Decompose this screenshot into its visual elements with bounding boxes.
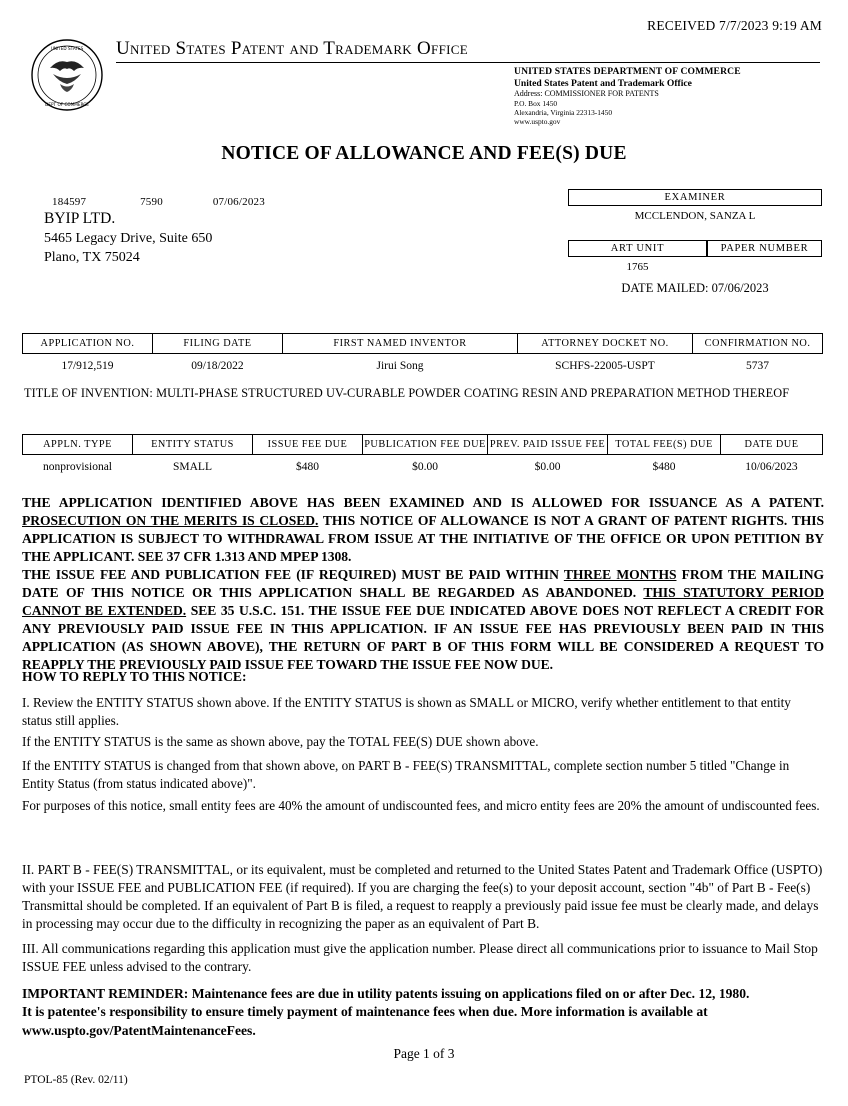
section-heading-how-to-reply: HOW TO REPLY TO THIS NOTICE:	[22, 669, 247, 684]
customer-number: 184597	[52, 196, 87, 208]
correspondent-address-line2: Plano, TX 75024	[44, 250, 140, 265]
paragraph-changed-status: If the ENTITY STATUS is changed from that shown above, on PART B - FEE(S) TRANSMITTAL, complete section number 5 titled "Change in Entity Status (from status indicated above)".	[22, 758, 790, 791]
art-unit-value: 1765	[626, 261, 649, 273]
col-prev-paid-issue-fee: PREV. PAID ISSUE FEE	[488, 435, 608, 455]
paragraph-entity-status-review: I. Review the ENTITY STATUS shown above. If the ENTITY STATUS is shown as SMALL or MICRO, verify whether entitlement to that entity status still applies.	[22, 695, 791, 728]
val-publication-fee-due: $0.00	[412, 461, 438, 473]
title-of-invention: TITLE OF INVENTION: MULTI-PHASE STRUCTURED UV-CURABLE POWDER COATING RESIN AND PREPARATION METHOD THEREOF	[24, 386, 790, 400]
paper-number-header-box: PAPER NUMBER	[707, 240, 822, 257]
table-header-row	[23, 334, 823, 354]
svg-text:UNITED STATES: UNITED STATES	[50, 46, 84, 51]
col-entity-status: ENTITY STATUS	[133, 435, 253, 455]
col-issue-fee-due: ISSUE FEE DUE	[253, 435, 363, 455]
paragraph-fee-percentages: For purposes of this notice, small entity fees are 40% the amount of undiscounted fees, and micro entity fees are 20% the amount of undiscounted fees.	[22, 798, 820, 813]
val-application-no: 17/912,519	[61, 360, 114, 372]
p2-part-a: THE ISSUE FEE AND PUBLICATION FEE (IF REQUIRED) MUST BE PAID WITHIN	[22, 567, 564, 582]
application-info-table	[22, 333, 823, 378]
p2-part-b: THREE MONTHS	[563, 567, 677, 582]
svg-text:DEPT OF COMMERCE: DEPT OF COMMERCE	[45, 102, 89, 107]
col-publication-fee-due: PUBLICATION FEE DUE	[363, 435, 488, 455]
address-code: 7590	[140, 196, 163, 208]
p1-part-c: THIS NOTICE OF ALLOWANCE IS NOT A GRANT OF PATENT RIGHTS. THIS APPLICATION IS SUBJECT TO WITHDRAWAL FROM ISSUE AT THE INITIATIVE OF THE OFFICE OR UPON PETITION BY THE APPLICANT. SEE 37 CFR 1.313 AND MPEP 1308.	[22, 512, 824, 564]
col-total-fees-due: TOTAL FEE(S) DUE	[608, 435, 721, 455]
fee-info-table	[22, 434, 823, 479]
col-appln-type: APPLN. TYPE	[23, 435, 133, 455]
correspondent-address-line1: 5465 Legacy Drive, Suite 650	[44, 231, 213, 246]
examiner-name: MCCLENDON, SANZA L	[634, 210, 756, 222]
reminder-line-2: It is patentee's responsibility to ensure timely payment of maintenance fees when due. More information is available at	[22, 1004, 708, 1020]
examiner-header-box: EXAMINER	[568, 189, 822, 206]
correspondent-name: BYIP LTD.	[44, 210, 116, 227]
col-attorney-docket-no: ATTORNEY DOCKET NO.	[518, 334, 693, 354]
col-application-no: APPLICATION NO.	[23, 334, 153, 354]
reminder-line-1: IMPORTANT REMINDER: Maintenance fees are due in utility patents issuing on applications filed on or after Dec. 12, 1980.	[22, 986, 750, 1001]
table-header-row	[23, 435, 823, 455]
val-first-named-inventor: Jirui Song	[376, 360, 424, 372]
val-prev-paid-issue-fee: $0.00	[534, 461, 561, 473]
header-rule	[116, 62, 820, 63]
val-appln-type: nonprovisional	[43, 461, 112, 473]
reminder-line-3: www.uspto.gov/PatentMaintenanceFees.	[22, 1022, 256, 1038]
col-date-due: DATE DUE	[721, 435, 823, 455]
col-filing-date: FILING DATE	[153, 334, 283, 354]
address-date: 07/06/2023	[212, 196, 265, 208]
p2-part-c: FROM THE MAILING DATE OF THIS NOTICE OR THIS APPLICATION SHALL BE REGARDED AS ABANDONED.	[22, 567, 825, 600]
form-number: PTOL-85 (Rev. 02/11)	[24, 1074, 128, 1086]
paragraph-allowance	[22, 494, 824, 566]
p1-part-a: THE APPLICATION IDENTIFIED ABOVE HAS BEEN EXAMINED AND IS ALLOWED FOR ISSUANCE AS A PATENT.	[22, 495, 824, 510]
col-first-named-inventor: FIRST NAMED INVENTOR	[283, 334, 518, 354]
val-attorney-docket-no: SCHFS-22005-USPT	[555, 360, 655, 372]
val-total-fees-due: $480	[652, 461, 676, 473]
dept-line-4b: Alexandria, Virginia 22313-1450	[514, 108, 613, 118]
paragraph-important-reminder	[22, 985, 824, 1040]
paragraph-communications: III. All communications regarding this application must give the application number. Please direct all communications prior to issuance to Mail Stop ISSUE FEE unless advised to the contrary.	[22, 941, 818, 975]
val-date-due: 10/06/2023	[745, 461, 798, 473]
received-stamp: RECEIVED 7/7/2023 9:19 AM	[647, 18, 822, 33]
date-mailed: DATE MAILED: 07/06/2023	[621, 281, 769, 295]
address-meta-line	[52, 196, 265, 208]
col-confirmation-no: CONFIRMATION NO.	[693, 334, 823, 354]
dept-line-2: United States Patent and Trademark Office	[514, 77, 692, 89]
table-row	[23, 354, 823, 379]
uspto-seal-icon	[30, 38, 104, 112]
p2-part-e: SEE 35 U.S.C. 151. THE ISSUE FEE DUE INDICATED ABOVE DOES NOT REFLECT A CREDIT FOR ANY PREVIOUSLY PAID ISSUE FEE IN THIS APPLICATION. IF AN ISSUE FEE HAS PREVIOUSLY BEEN PAID IN THIS APPLICATION (AS SHOWN ABOVE), THE RETURN OF PART B OF THIS FORM WILL BE CONSIDERED A REQUEST TO REAPPLY THE PREVIOUSLY PAID ISSUE FEE TOWARD THE ISSUE FEE NOW DUE.	[22, 602, 825, 672]
department-address-block	[514, 66, 741, 126]
val-issue-fee-due: $480	[296, 461, 319, 473]
art-unit-header-box: ART UNIT	[568, 240, 707, 257]
paragraph-issue-fee	[22, 566, 824, 674]
office-title: United States Patent and Trademark Office	[116, 38, 468, 59]
dept-line-1: UNITED STATES DEPARTMENT OF COMMERCE	[514, 66, 741, 77]
document-header	[22, 36, 822, 136]
page-number: Page 1 of 3	[393, 1046, 455, 1061]
page-title: NOTICE OF ALLOWANCE AND FEE(S) DUE	[221, 143, 627, 164]
paragraph-same-status: If the ENTITY STATUS is the same as shown above, pay the TOTAL FEE(S) DUE shown above.	[22, 734, 539, 749]
val-confirmation-no: 5737	[746, 360, 769, 372]
dept-line-3: Address: COMMISSIONER FOR PATENTS	[514, 89, 659, 99]
val-filing-date: 09/18/2022	[191, 360, 244, 372]
table-row	[23, 455, 823, 480]
p1-part-b: PROSECUTION ON THE MERITS IS CLOSED.	[22, 512, 319, 528]
paragraph-part-b-transmittal: II. PART B - FEE(S) TRANSMITTAL, or its equivalent, must be completed and returned to the United States Patent and Trademark Office (USPTO) with your ISSUE FEE and PUBLICATION FEE (if required). If you are charging the fee(s) to your deposit account, section "4b" of Part B - Fee(s) Transmittal should be completed. If an equivalent of Part B is filed, a request to reapply a previously paid issue fee must be clearly made, and delays in processing may occur due to the difficulty in recognizing the paper as an equivalent of Part B.	[22, 862, 823, 932]
p2-part-d: THIS STATUTORY PERIOD CANNOT BE EXTENDED.	[22, 584, 824, 618]
dept-line-4a: P.O. Box 1450	[514, 99, 558, 109]
dept-line-4c: www.uspto.gov	[514, 117, 561, 127]
val-entity-status: SMALL	[173, 461, 212, 473]
